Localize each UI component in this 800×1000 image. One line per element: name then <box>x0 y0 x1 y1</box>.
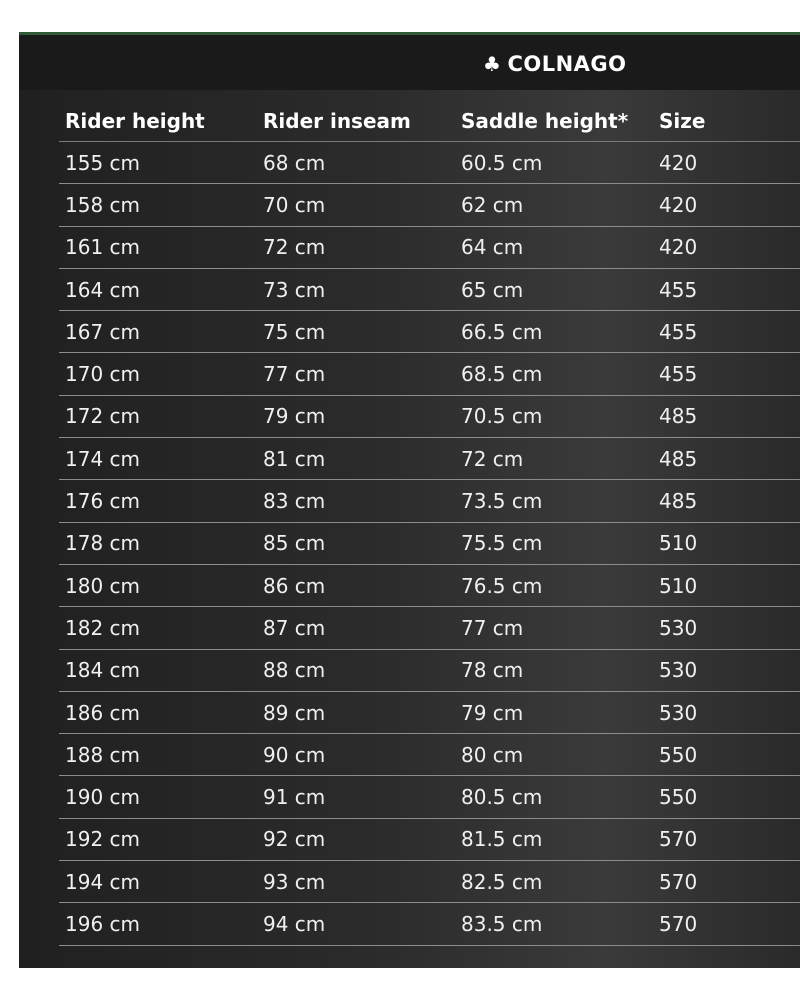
cell-size: 485 <box>659 446 698 471</box>
cell-rider-inseam: 68 cm <box>263 150 326 175</box>
cell-rider-height: 182 cm <box>65 615 141 640</box>
cell-saddle-height: 65 cm <box>461 277 524 302</box>
cell-rider-height: 196 cm <box>65 911 141 936</box>
table-row <box>59 692 800 734</box>
club-icon: ♣ <box>483 52 502 76</box>
cell-rider-height: 176 cm <box>65 489 141 514</box>
header-rider-inseam: Rider inseam <box>263 109 411 133</box>
cell-size: 530 <box>659 700 698 725</box>
table-row <box>59 227 800 269</box>
cell-rider-inseam: 72 cm <box>263 235 326 260</box>
cell-saddle-height: 62 cm <box>461 192 524 217</box>
cell-size: 510 <box>659 531 698 556</box>
cell-saddle-height: 80 cm <box>461 742 524 767</box>
cell-rider-inseam: 93 cm <box>263 869 326 894</box>
table-body <box>59 142 800 946</box>
cell-rider-inseam: 73 cm <box>263 277 326 302</box>
cell-rider-inseam: 81 cm <box>263 446 326 471</box>
cell-rider-inseam: 70 cm <box>263 192 326 217</box>
cell-size: 550 <box>659 785 698 810</box>
cell-rider-height: 178 cm <box>65 531 141 556</box>
cell-size: 455 <box>659 319 698 344</box>
cell-size: 485 <box>659 489 698 514</box>
cell-size: 485 <box>659 404 698 429</box>
brand-logo <box>483 49 627 79</box>
cell-rider-inseam: 75 cm <box>263 319 326 344</box>
cell-saddle-height: 77 cm <box>461 615 524 640</box>
cell-saddle-height: 83.5 cm <box>461 911 543 936</box>
cell-rider-inseam: 83 cm <box>263 489 326 514</box>
table-row <box>59 819 800 861</box>
table-row <box>59 438 800 480</box>
table-row <box>59 142 800 184</box>
cell-size: 570 <box>659 911 698 936</box>
cell-rider-height: 172 cm <box>65 404 141 429</box>
cell-saddle-height: 75.5 cm <box>461 531 543 556</box>
cell-saddle-height: 64 cm <box>461 235 524 260</box>
table-row <box>59 734 800 776</box>
table-row <box>59 480 800 522</box>
cell-saddle-height: 81.5 cm <box>461 827 543 852</box>
table-row <box>59 184 800 226</box>
header-size: Size <box>659 109 706 133</box>
cell-size: 420 <box>659 192 698 217</box>
cell-size: 420 <box>659 150 698 175</box>
cell-rider-height: 167 cm <box>65 319 141 344</box>
cell-rider-height: 155 cm <box>65 150 141 175</box>
cell-rider-height: 158 cm <box>65 192 141 217</box>
table-row <box>59 523 800 565</box>
cell-saddle-height: 79 cm <box>461 700 524 725</box>
cell-rider-height: 174 cm <box>65 446 141 471</box>
cell-rider-height: 161 cm <box>65 235 141 260</box>
cell-saddle-height: 80.5 cm <box>461 785 543 810</box>
cell-saddle-height: 82.5 cm <box>461 869 543 894</box>
size-table <box>59 101 800 946</box>
size-chart-panel <box>19 32 800 968</box>
cell-saddle-height: 68.5 cm <box>461 362 543 387</box>
cell-rider-inseam: 91 cm <box>263 785 326 810</box>
cell-saddle-height: 70.5 cm <box>461 404 543 429</box>
cell-rider-height: 186 cm <box>65 700 141 725</box>
brand-name: COLNAGO <box>507 52 627 76</box>
table-row <box>59 607 800 649</box>
cell-rider-height: 194 cm <box>65 869 141 894</box>
cell-saddle-height: 73.5 cm <box>461 489 543 514</box>
table-row <box>59 311 800 353</box>
header-rider-height: Rider height <box>65 109 205 133</box>
table-row <box>59 353 800 395</box>
table-row <box>59 861 800 903</box>
brand-header <box>19 35 800 90</box>
header-saddle-height: Saddle height* <box>461 109 629 133</box>
cell-size: 530 <box>659 658 698 683</box>
cell-saddle-height: 76.5 cm <box>461 573 543 598</box>
cell-saddle-height: 60.5 cm <box>461 150 543 175</box>
cell-size: 570 <box>659 827 698 852</box>
table-row <box>59 650 800 692</box>
cell-saddle-height: 78 cm <box>461 658 524 683</box>
cell-size: 455 <box>659 362 698 387</box>
cell-size: 455 <box>659 277 698 302</box>
cell-rider-inseam: 94 cm <box>263 911 326 936</box>
cell-size: 570 <box>659 869 698 894</box>
cell-rider-inseam: 79 cm <box>263 404 326 429</box>
table-row <box>59 565 800 607</box>
cell-rider-height: 190 cm <box>65 785 141 810</box>
cell-rider-inseam: 90 cm <box>263 742 326 767</box>
cell-saddle-height: 66.5 cm <box>461 319 543 344</box>
table-row <box>59 269 800 311</box>
cell-size: 530 <box>659 615 698 640</box>
cell-rider-inseam: 89 cm <box>263 700 326 725</box>
cell-rider-inseam: 92 cm <box>263 827 326 852</box>
cell-size: 550 <box>659 742 698 767</box>
cell-rider-inseam: 86 cm <box>263 573 326 598</box>
cell-rider-height: 180 cm <box>65 573 141 598</box>
table-row <box>59 903 800 945</box>
cell-rider-height: 184 cm <box>65 658 141 683</box>
cell-rider-inseam: 77 cm <box>263 362 326 387</box>
cell-rider-inseam: 87 cm <box>263 615 326 640</box>
cell-rider-height: 192 cm <box>65 827 141 852</box>
table-row <box>59 776 800 818</box>
cell-size: 510 <box>659 573 698 598</box>
cell-saddle-height: 72 cm <box>461 446 524 471</box>
table-row <box>59 396 800 438</box>
cell-rider-inseam: 88 cm <box>263 658 326 683</box>
table-header <box>59 101 800 142</box>
cell-rider-height: 188 cm <box>65 742 141 767</box>
cell-rider-inseam: 85 cm <box>263 531 326 556</box>
cell-size: 420 <box>659 235 698 260</box>
cell-rider-height: 170 cm <box>65 362 141 387</box>
cell-rider-height: 164 cm <box>65 277 141 302</box>
